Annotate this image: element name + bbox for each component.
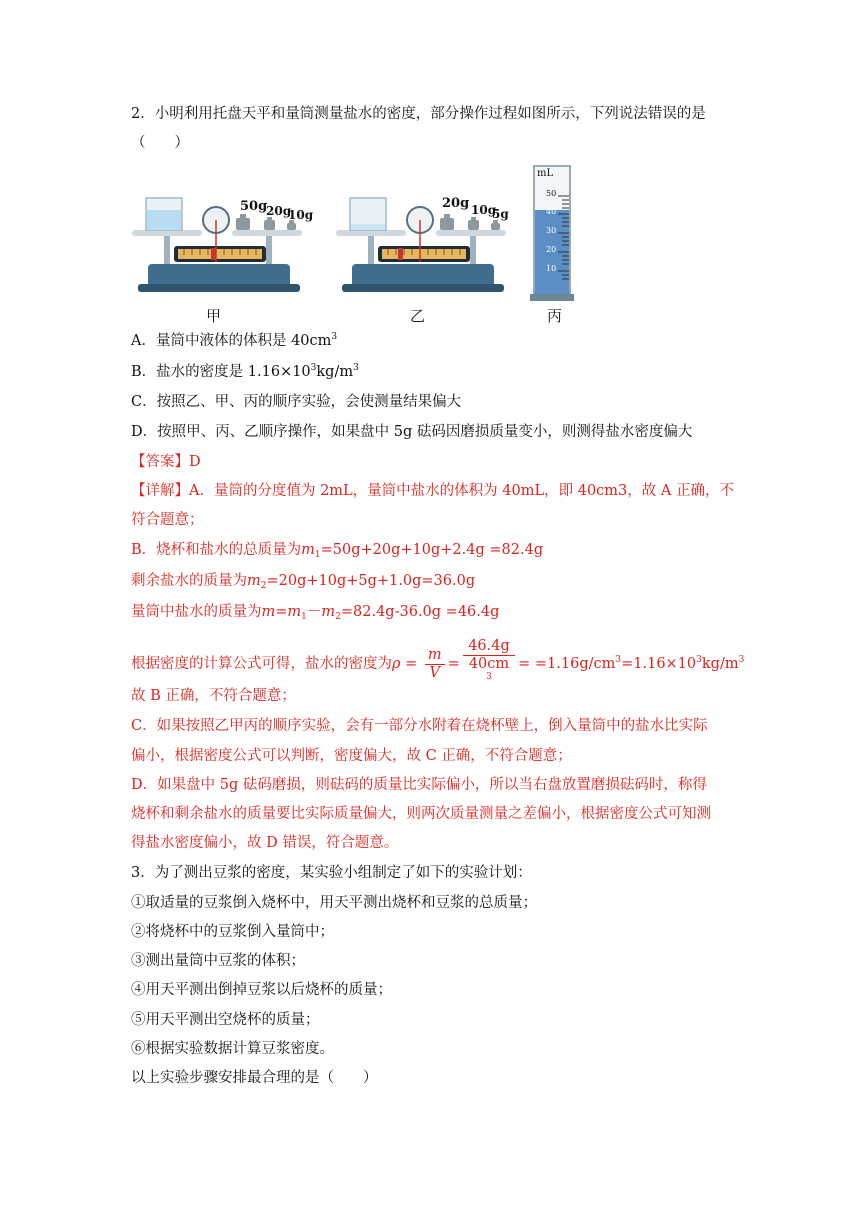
- answer: 【答案】D: [131, 454, 201, 470]
- q3-step-1: ①取适量的豆浆倒入烧杯中，用天平测出烧杯和豆浆的总质量；: [131, 895, 537, 911]
- cylinder-tick-40: 40: [546, 207, 557, 216]
- q2-stem: 2．小明利用托盘天平和量筒测量盐水的密度，部分操作过程如图所示，下列说法错误的是: [131, 106, 706, 122]
- q3-step-4: ④用天平测出倒掉豆浆以后烧杯的质量；: [131, 982, 392, 998]
- detail-c-line-1: C．如果按照乙甲丙的顺序实验，会有一部分水附着在烧杯壁上，倒入量筒中的盐水比实际: [131, 718, 708, 734]
- detail-line-1: 【详解】A．量筒的分度值为 2mL，量筒中盐水的体积为 40mL，即 40cm3，故 A 正确，不: [131, 483, 734, 499]
- cylinder-tick-30: 30: [546, 226, 557, 235]
- detail-d-line-3: 得盐水密度偏小，故 D 错误，符合题意。: [131, 835, 399, 851]
- cylinder-tick-50: 50: [546, 189, 557, 198]
- detail-b-total-mass: B．烧杯和盐水的总质量为$m_1=50g+20g+10g+2.4g =82.4g$: [131, 542, 544, 560]
- detail-line-2: 符合题意；: [131, 512, 204, 528]
- detail-b-remaining-mass: 剩余盐水的质量为$m_2=20g+10g+5g+1.0g=36.0g$: [131, 573, 476, 591]
- weight-label-jia-2: 20g: [266, 204, 292, 218]
- figure-label-jia: 甲: [206, 307, 222, 325]
- detail-b-cylinder-mass: 量筒中盐水的质量为$m=m_1-m_2=82.4g-36.0g =46.4g$: [131, 604, 500, 622]
- q3-stem: 3．为了测出豆浆的密度，某实验小组制定了如下的实验计划：: [131, 865, 532, 881]
- q3-step-2: ②将烧杯中的豆浆倒入量筒中；: [131, 924, 334, 940]
- detail-b-density-formula: 根据密度的计算公式可得，盐水的密度为ρ = $\frac{m}{V}$ = 46.4g 40cm $^3$ = $=1.16g/cm^3=1.16\times 10^3kg/m^3$: [131, 638, 745, 682]
- weight-label-jia-3: 10g: [288, 208, 314, 222]
- figure-label-bing: 丙: [547, 307, 563, 325]
- cylinder-tick-10: 10: [546, 264, 557, 273]
- option-b: B．盐水的密度是 $1.16\times 10^3kg/m^3$: [131, 363, 359, 380]
- q2-answer-paren: （ ）: [131, 135, 189, 151]
- q3-step-6: ⑥根据实验数据计算豆浆密度。: [131, 1041, 334, 1057]
- weight-label-yi-2: 10g: [471, 203, 497, 217]
- figure-label-yi: 乙: [410, 307, 426, 325]
- detail-c-line-2: 偏小，根据密度公式可以判断，密度偏大，故 C 正确，不符合题意；: [131, 748, 572, 764]
- q3-step-3: ③测出量筒中豆浆的体积；: [131, 953, 305, 969]
- weight-label-jia-1: 50g: [240, 199, 268, 214]
- option-c: C．按照乙、甲、丙的顺序实验，会使测量结果偏大: [131, 394, 462, 410]
- detail-d-line-2: 烧杯和剩余盐水的质量要比实际质量偏大，则两次质量测量之差偏小，根据密度公式可知测: [131, 806, 711, 822]
- weight-label-yi-3: 5g: [492, 207, 509, 221]
- cylinder-tick-20: 20: [546, 245, 557, 254]
- q3-question: 以上实验步骤安排最合理的是（ ）: [131, 1070, 378, 1086]
- balance-jia-figure: [128, 186, 308, 296]
- option-a: A．量筒中液体的体积是 $40cm^3$: [131, 332, 338, 349]
- option-d: D．按照甲、丙、乙顺序操作，如果盘中 5g 砝码因磨损质量变小，则测得盐水密度偏大: [131, 424, 693, 440]
- cylinder-unit: mL: [537, 168, 554, 179]
- q3-step-5: ⑤用天平测出空烧杯的质量；: [131, 1012, 320, 1028]
- detail-b-conclusion: 故 B 正确，不符合题意；: [131, 688, 296, 704]
- detail-d-line-1: D．如果盘中 5g 砝码磨损，则砝码的质量比实际偏小，所以当右盘放置磨损砝码时，称得: [131, 777, 707, 793]
- weight-label-yi-1: 20g: [442, 196, 470, 211]
